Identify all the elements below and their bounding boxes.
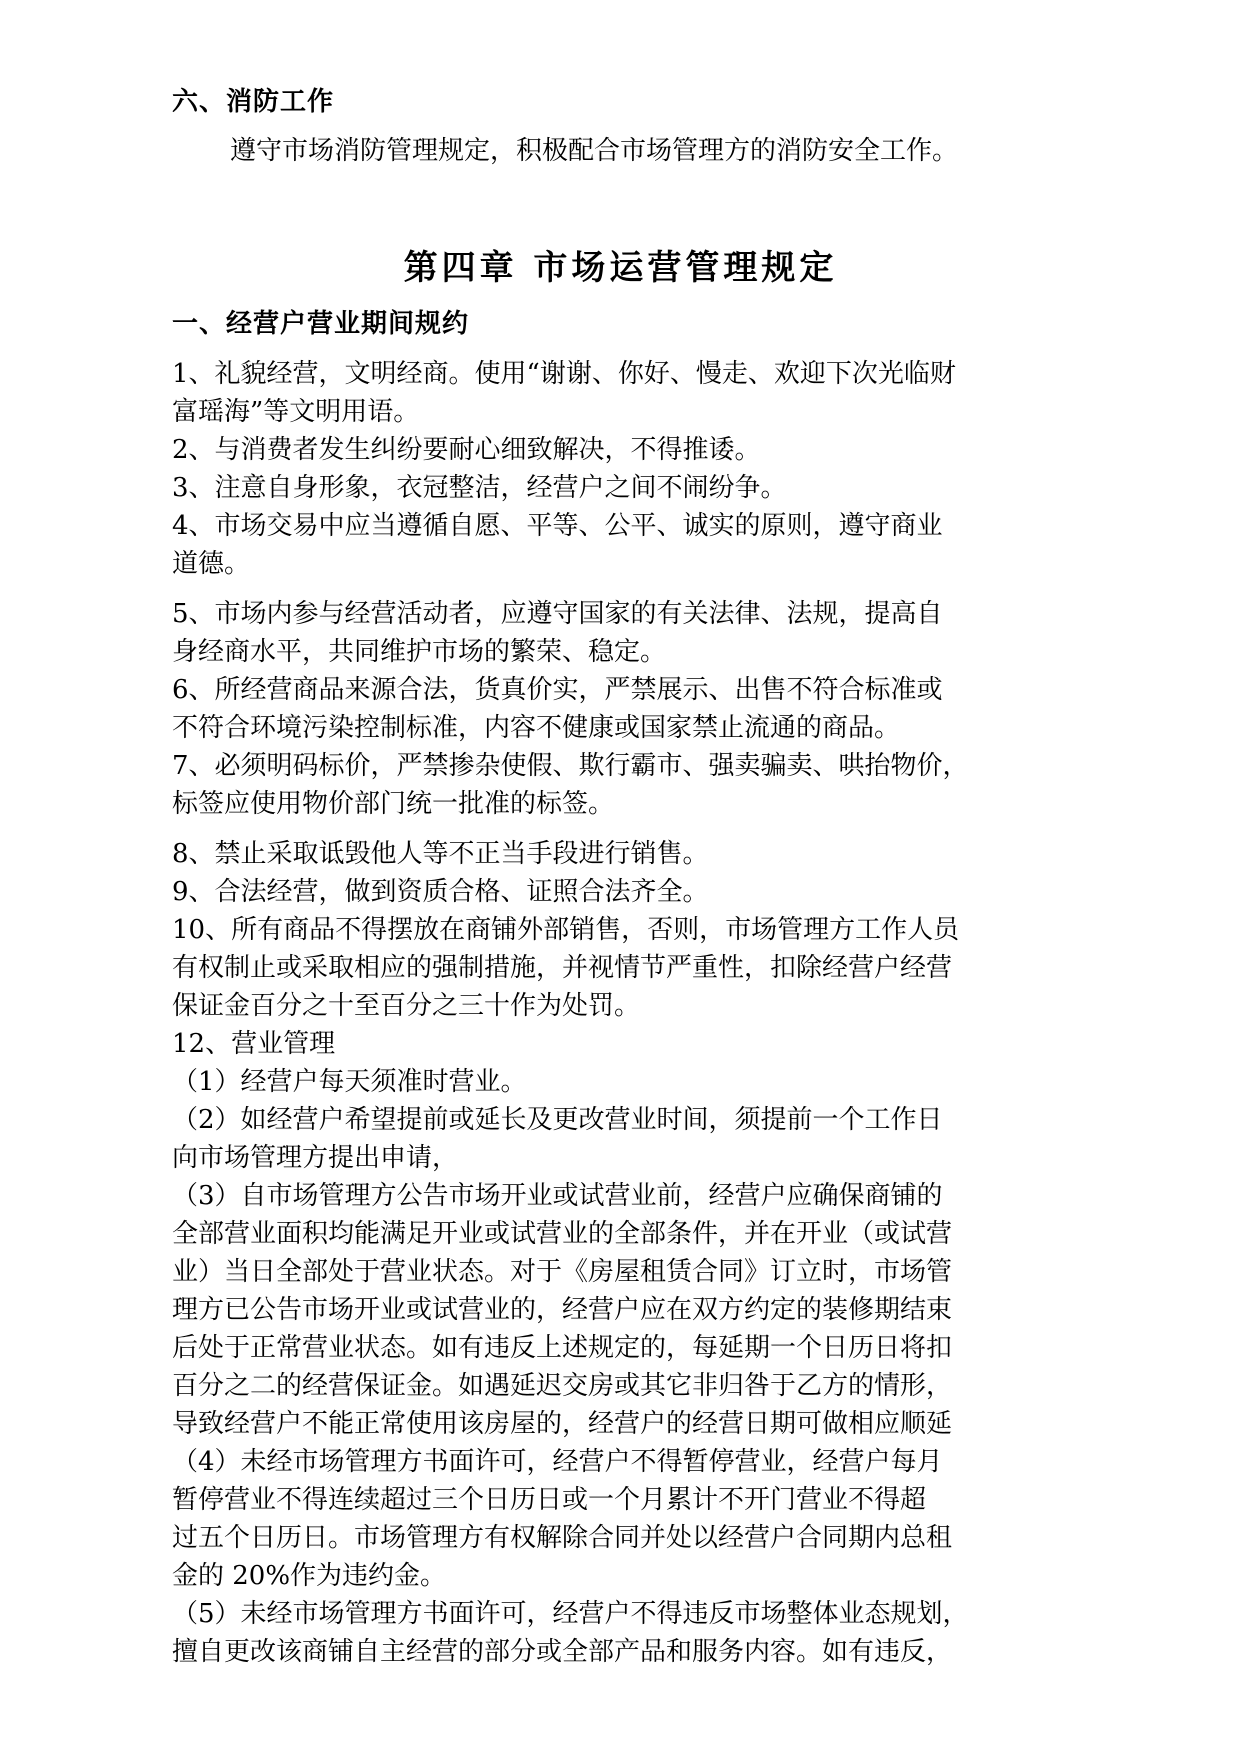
- body-line: 道德。: [172, 549, 251, 579]
- body-line: 导致经营户不能正常使用该房屋的，经营户的经营日期可做相应顺延: [172, 1409, 953, 1439]
- body-line: 全部营业面积均能满足开业或试营业的全部条件，并在开业（或试营: [172, 1219, 953, 1249]
- body-line: 3、注意自身形象，衣冠整洁，经营户之间不闹纷争。: [172, 473, 787, 503]
- body-line: 9、合法经营，做到资质合格、证照合法齐全。: [172, 877, 709, 907]
- body-line: 5、市场内参与经营活动者，应遵守国家的有关法律、法规，提高自: [172, 599, 943, 629]
- body-line: 身经商水平，共同维护市场的繁荣、稳定。: [172, 637, 667, 667]
- body-line: 百分之二的经营保证金。如遇延迟交房或其它非归咎于乙方的情形，: [172, 1371, 953, 1401]
- body-line: 8、禁止采取诋毁他人等不正当手段进行销售。: [172, 839, 709, 869]
- body-line: 10、所有商品不得摆放在商铺外部销售，否则，市场管理方工作人员: [172, 915, 960, 945]
- body-line: （4）未经市场管理方书面许可，经营户不得暂停营业，经营户每月: [172, 1447, 943, 1477]
- body-line: 金的 20%作为违约金。: [172, 1561, 447, 1591]
- body-line: 7、必须明码标价，严禁掺杂使假、欺行霸市、强卖骗卖、哄抬物价，: [172, 751, 969, 781]
- body-line: 1、礼貌经营，文明经商。使用“谢谢、你好、慢走、欢迎下次光临财: [172, 359, 956, 389]
- chapter-title: 第四章 市场运营管理规定: [403, 248, 838, 288]
- body-line: 12、营业管理: [172, 1029, 336, 1059]
- body-line: 暂停营业不得连续超过三个日历日或一个月累计不开门营业不得超: [172, 1485, 927, 1515]
- body-line: （3）自市场管理方公告市场开业或试营业前，经营户应确保商铺的: [172, 1181, 943, 1211]
- body-line: 业）当日全部处于营业状态。对于《房屋租赁合同》订立时，市场管: [172, 1257, 953, 1287]
- body-line: 理方已公告市场开业或试营业的，经营户应在双方约定的装修期结束: [172, 1295, 953, 1325]
- body-line: 后处于正常营业状态。如有违反上述规定的，每延期一个日历日将扣: [172, 1333, 953, 1363]
- body-line: 富瑶海”等文明用语。: [172, 397, 420, 427]
- body-line: 不符合环境污染控制标准，内容不健康或国家禁止流通的商品。: [172, 713, 901, 743]
- body-line: 向市场管理方提出申请，: [172, 1143, 459, 1173]
- body-line: 擅自更改该商铺自主经营的部分或全部产品和服务内容。如有违反，: [172, 1637, 953, 1667]
- body-line: （2）如经营户希望提前或延长及更改营业时间，须提前一个工作日: [172, 1105, 943, 1135]
- body-line: 保证金百分之十至百分之三十作为处罚。: [172, 991, 641, 1021]
- paragraph-fire-safety: 遵守市场消防管理规定，积极配合市场管理方的消防安全工作。: [230, 136, 959, 166]
- body-line: 有权制止或采取相应的强制措施，并视情节严重性，扣除经营户经营: [172, 953, 953, 983]
- body-line: 4、市场交易中应当遵循自愿、平等、公平、诚实的原则，遵守商业: [172, 511, 943, 541]
- section-heading-fire-safety: 六、消防工作: [172, 87, 335, 117]
- body-line: 6、所经营商品来源合法，货真价实，严禁展示、出售不符合标准或: [172, 675, 943, 705]
- body-line: 标签应使用物价部门统一批准的标签。: [172, 789, 615, 819]
- body-line: 过五个日历日。市场管理方有权解除合同并处以经营户合同期内总租: [172, 1523, 953, 1553]
- body-line: （5）未经市场管理方书面许可，经营户不得违反市场整体业态规划，: [172, 1599, 969, 1629]
- subsection-heading-business-rules: 一、经营户营业期间规约: [172, 309, 470, 339]
- body-line: 2、与消费者发生纠纷要耐心细致解决，不得推诿。: [172, 435, 761, 465]
- body-line: （1）经营户每天须准时营业。: [172, 1067, 527, 1097]
